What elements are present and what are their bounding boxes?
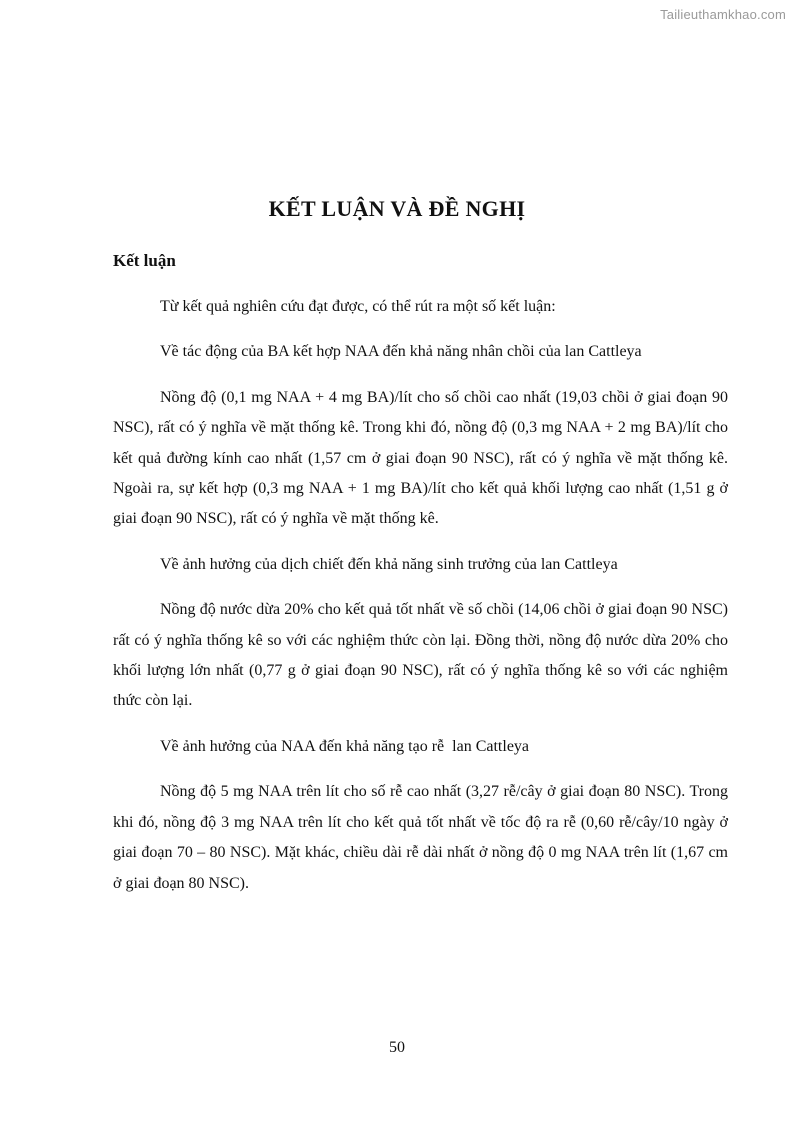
paragraph-subheading-extract: Về ảnh hưởng của dịch chiết đến khả năng sinh trưởng của lan Cattleya bbox=[160, 555, 618, 573]
paragraph-subheading-naa-root: Về ảnh hưởng của NAA đến khả năng tạo rễ lan Cattleya bbox=[160, 737, 530, 755]
paragraph-naa-root-results: Nồng độ 5 mg NAA trên lít cho số rễ cao nhất (3,27 rễ/cây ở giai đoạn 80 NSC). Trong khi đó, nồng độ 3 mg NAA trên lít cho kết quả tốt nhất về tốc độ ra rễ (0,60 rễ/cây/10 ngày ở giai đoạn 70 – 80 NSC). Mặt khác, chiều dài rễ dài nhất ở nồng độ 0 mg NAA trên lít (1,67 cm ở giai đoạn 80 NSC). bbox=[113, 783, 728, 892]
watermark-text: Tailieuthamkhao.com bbox=[660, 7, 786, 22]
page-number: 50 bbox=[389, 1039, 405, 1056]
paragraph-ba-naa-results: Nồng độ (0,1 mg NAA + 4 mg BA)/lít cho số chồi cao nhất (19,03 chồi ở giai đoạn 90 NSC), rất có ý nghĩa về mặt thống kê. Trong khi đó, nồng độ (0,3 mg NAA + 2 mg BA)/lít cho kết quả đường kính cao nhất (1,57 cm ở giai đoạn 90 NSC), rất có ý nghĩa về mặt thống kê. Ngoài ra, sự kết hợp (0,3 mg NAA + 1 mg BA)/lít cho kết quả khối lượng cao nhất (1,51 g ở giai đoạn 90 NSC), rất có ý nghĩa về mặt thống kê. bbox=[113, 388, 728, 528]
paragraph-extract-results: Nồng độ nước dừa 20% cho kết quả tốt nhất về số chồi (14,06 chồi ở giai đoạn 90 NSC) rất có ý nghĩa thống kê so với các nghiệm thức còn lại. Đồng thời, nồng độ nước dừa 20% cho khối lượng lớn nhất (0,77 g ở giai đoạn 90 NSC), rất có ý nghĩa thống kê so với các nghiệm thức còn lại. bbox=[113, 601, 728, 710]
body-text bbox=[113, 292, 728, 914]
page-title: KẾT LUẬN VÀ ĐỀ NGHỊ bbox=[268, 196, 526, 221]
section-heading: Kết luận bbox=[113, 251, 176, 270]
paragraph-intro: Từ kết quả nghiên cứu đạt được, có thể rút ra một số kết luận: bbox=[160, 298, 556, 315]
paragraph-subheading-ba-naa: Về tác động của BA kết hợp NAA đến khả năng nhân chồi của lan Cattleya bbox=[160, 343, 642, 361]
